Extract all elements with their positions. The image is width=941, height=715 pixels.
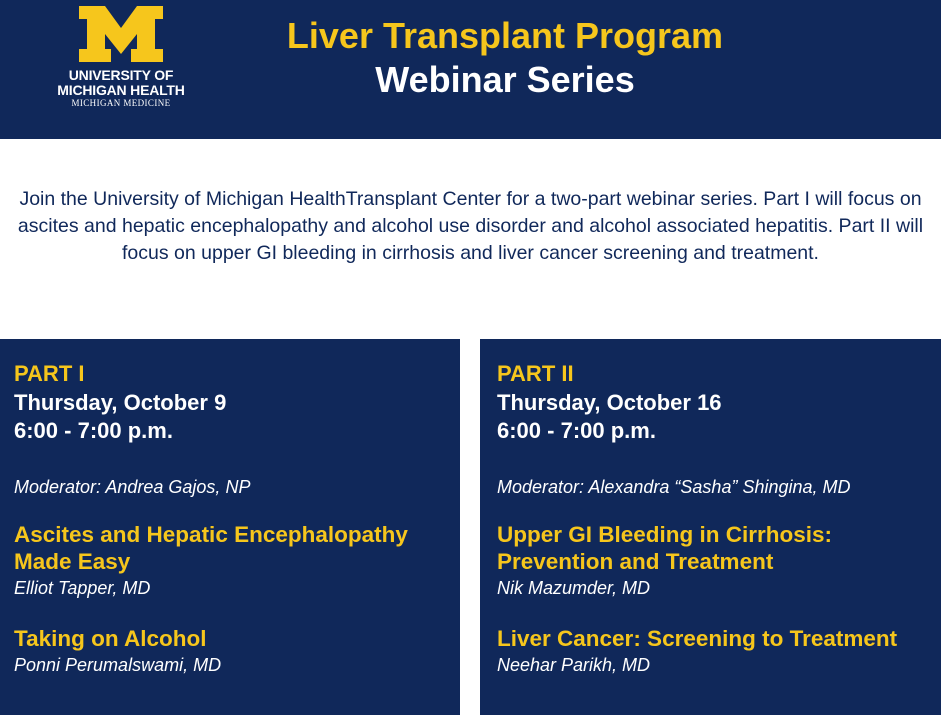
session-time: 6:00 - 7:00 p.m.	[497, 418, 656, 443]
talk-title: Liver Cancer: Screening to Treatment	[497, 626, 898, 651]
part-label: PART II	[497, 361, 574, 386]
moderator: Moderator: Andrea Gajos, NP	[14, 477, 251, 497]
logo-text-line1: UNIVERSITY OF	[68, 67, 174, 83]
session-date: Thursday, October 16	[497, 390, 722, 415]
talk-speaker: Elliot Tapper, MD	[14, 578, 151, 598]
talk-speaker: Nik Mazumder, MD	[497, 578, 651, 598]
logo-text-line3: MICHIGAN MEDICINE	[71, 98, 171, 108]
session-date: Thursday, October 9	[14, 390, 227, 415]
university-logo	[50, 6, 192, 109]
session-time: 6:00 - 7:00 p.m.	[14, 418, 173, 443]
logo-text-line2: MICHIGAN HEALTH	[57, 82, 185, 98]
part-label: PART I	[14, 361, 85, 386]
part-two-panel	[480, 339, 941, 715]
talk-speaker: Neehar Parikh, MD	[497, 655, 651, 675]
intro-paragraph: Join the University of Michigan HealthTransplant Center for a two-part webinar series. Part I will focus on ascites and hepatic encephalopathy and alcohol use disorder and alcohol associated hepatitis. Part II will focus on upper GI bleeding in cirrhosis and liver cancer screening and treatment.	[17, 188, 924, 264]
talk-title: Ascites and Hepatic Encephalopathy Made Easy	[14, 522, 408, 574]
page-title	[200, 14, 810, 102]
title-series: Webinar Series	[375, 59, 635, 100]
talk-item	[14, 521, 460, 601]
talk-speaker: Ponni Perumalswami, MD	[14, 655, 222, 675]
title-program: Liver Transplant Program	[286, 15, 724, 56]
block-m-logo-icon	[79, 6, 163, 62]
moderator: Moderator: Alexandra “Sasha” Shingina, MD	[497, 477, 851, 497]
talk-title: Upper GI Bleeding in Cirrhosis: Prevention and Treatment	[497, 522, 833, 574]
part-one-panel	[0, 339, 460, 715]
talk-item	[497, 521, 941, 601]
talk-item	[14, 625, 460, 678]
header-banner	[0, 0, 941, 139]
talk-item	[497, 625, 941, 678]
talk-title: Taking on Alcohol	[14, 626, 207, 651]
